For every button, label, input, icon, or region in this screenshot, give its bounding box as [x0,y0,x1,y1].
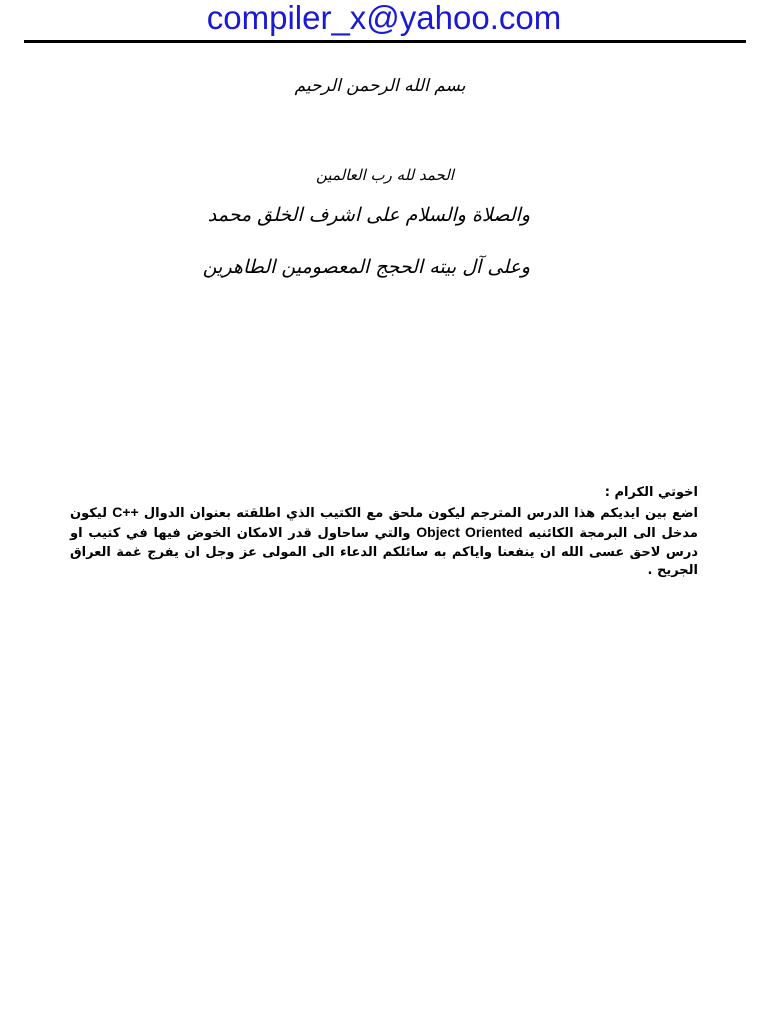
body-text-part2: ليكون مدخل الى البرمجة الكائنيه [70,505,698,541]
body-text-part3: والتي ساحاول قدر الامكان الخوض فيها في كتيب او درس لاحق عسى الله ان ينفعنا واياكم به سائلكم الدعاء الى المولى عز وجل ان يفرج غمة العراق الجريح . [70,526,698,578]
intro-paragraph [70,484,698,581]
basmala-line: بسم الله الرحمن الرحيم [294,76,466,96]
hamd-line: الحمد لله رب العالمين [316,166,454,184]
header-email: compiler_x@yahoo.com [206,0,562,36]
body-text-part1: اضع بين ايديكم هذا الدرس المترجم ليكون ملحق مع الكتيب الذي اطلقته بعنوان الدوال [143,505,698,521]
greeting-line: اخوتي الكرام : [604,485,698,500]
object-oriented-term: Object Oriented [416,524,523,540]
header-divider [24,40,746,43]
salat-line: والصلاة والسلام على اشرف الخلق محمد [207,204,530,226]
ahlulbayt-line: وعلى آل بيته الحجج المعصومين الطاهرين [202,256,530,278]
cpp-term: C++ [112,503,139,520]
